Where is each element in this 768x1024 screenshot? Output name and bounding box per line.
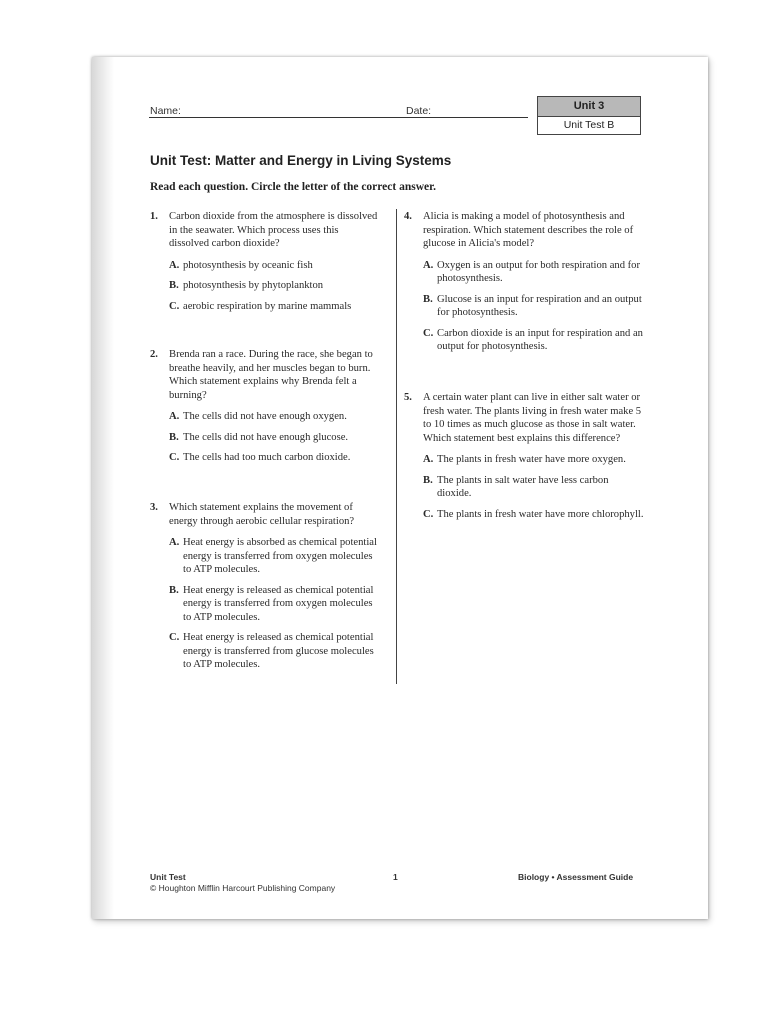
footer-copyright: © Houghton Mifflin Harcourt Publishing Company: [150, 883, 336, 893]
question-stem: Brenda ran a race. During the race, she began to breathe heavily, and her muscles began to burn. Which statement explains why Brenda felt a burning?: [169, 349, 373, 401]
footer-book-title: Biology • Assessment Guide: [518, 872, 634, 882]
question-stem: Carbon dioxide from the atmosphere is dissolved in the seawater. Which process uses this dissolved carbon dioxide?: [169, 211, 378, 249]
question-1: [150, 210, 378, 313]
answer-option[interactable]: A. Oxygen is an output for both respiration and for photosynthesis.: [423, 259, 641, 284]
unit-number: Unit 3: [538, 97, 640, 117]
question-stem: A certain water plant can live in either salt water or fresh water. The plants living in fresh water make 5 to 10 times as much glucose as those in salt water. Which statement best explains this difference?: [423, 392, 642, 444]
answer-option[interactable]: C. aerobic respiration by marine mammals: [169, 300, 352, 312]
date-label: Date:: [406, 105, 432, 117]
answer-option[interactable]: B. photosynthesis by phytoplankton: [169, 280, 324, 291]
page-number: 1: [393, 872, 398, 882]
answer-option[interactable]: A. Heat energy is absorbed as chemical potential energy is transferred from oxygen molecules to ATP molecules.: [169, 537, 377, 575]
unit-box: [537, 96, 641, 135]
question-number: 2.: [150, 349, 158, 360]
question-number: 1.: [150, 211, 158, 222]
answer-option[interactable]: A. The cells did not have enough oxygen.: [169, 411, 347, 422]
instructions: Read each question. Circle the letter of the correct answer.: [150, 181, 437, 193]
answer-option[interactable]: B. Glucose is an input for respiration and an output for photosynthesis.: [423, 293, 642, 318]
answer-option[interactable]: C. Carbon dioxide is an input for respiration and an output for photosynthesis.: [423, 327, 643, 352]
answer-option[interactable]: B. The plants in salt water have less carbon dioxide.: [423, 474, 609, 499]
answer-option[interactable]: A. photosynthesis by oceanic fish: [169, 259, 313, 271]
answer-option[interactable]: C. The cells had too much carbon dioxide.: [169, 452, 351, 463]
column-divider: [396, 209, 397, 684]
name-label: Name:: [150, 105, 181, 117]
question-number: 3.: [150, 502, 158, 513]
question-3: [150, 501, 378, 672]
question-stem: Which statement explains the movement of energy through aerobic cellular respiration?: [169, 502, 355, 527]
answer-option[interactable]: A. The plants in fresh water have more oxygen.: [423, 454, 626, 465]
answer-option[interactable]: C. Heat energy is released as chemical potential energy is transferred from glucose molecules to ATP molecules.: [169, 632, 374, 670]
question-number: 4.: [404, 211, 412, 222]
question-number: 5.: [404, 392, 412, 403]
question-5: [404, 391, 644, 521]
unit-test-label: Unit Test B: [563, 119, 615, 131]
page-shadow: [92, 57, 114, 919]
answer-option[interactable]: C. The plants in fresh water have more chlorophyll.: [423, 508, 644, 520]
answer-option[interactable]: B. Heat energy is released as chemical potential energy is transferred from oxygen molecules to ATP molecules.: [169, 584, 374, 623]
worksheet-page: [92, 57, 708, 919]
answer-option[interactable]: B. The cells did not have enough glucose.: [169, 431, 349, 443]
question-4: [404, 210, 644, 354]
question-2: [150, 348, 378, 465]
name-date-line: [149, 117, 528, 118]
question-stem: Alicia is making a model of photosynthesis and respiration. Which statement describes the role of glucose in Alicia's model?: [423, 211, 634, 249]
footer-unit-test: Unit Test: [150, 872, 186, 882]
page-title: Unit Test: Matter and Energy in Living Systems: [150, 153, 452, 168]
